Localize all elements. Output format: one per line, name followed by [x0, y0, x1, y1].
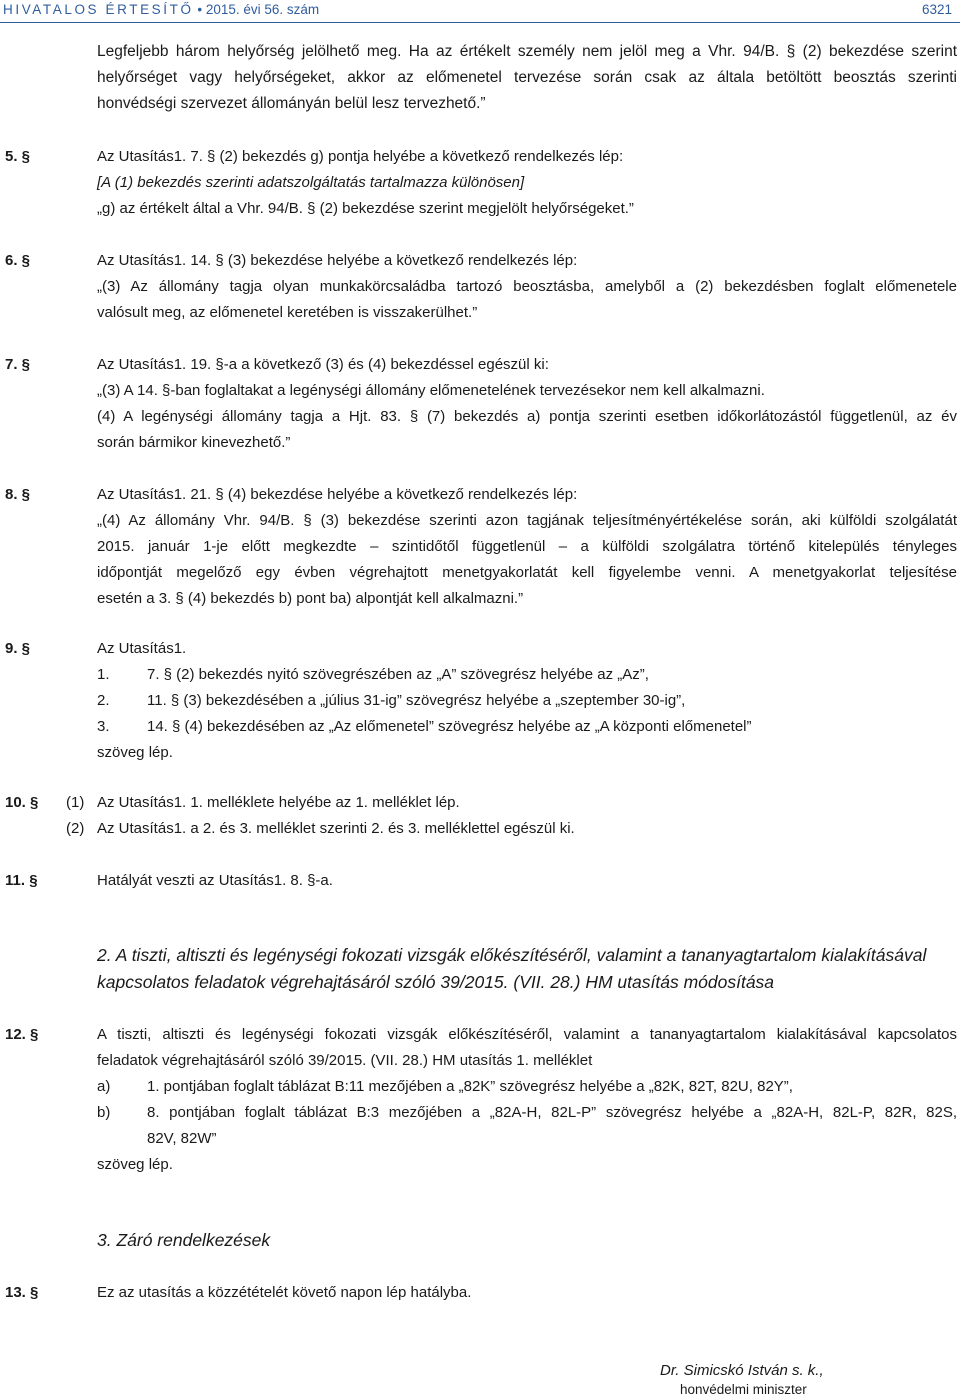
section-8-line-1: Az Utasítás1. 21. § (4) bekezdése helyébe a következő rendelkezés lép:	[97, 486, 578, 503]
page-number: 6321	[921, 2, 952, 17]
section-12-line-2: feladatok végrehajtásáról szóló 39/2015. (VII. 28.) HM utasítás 1. melléklet	[97, 1052, 593, 1069]
intro-line-2: helyőrséget vagy helyőrségeket, akkor az előmenetel tervezése során csak az általa betöltött beosztás szerinti	[97, 69, 957, 86]
section-9-item-text: 11. § (3) bekezdésében a „július 31-ig” szövegrész helyébe a „szeptember 30-ig”,	[147, 692, 686, 709]
section-number-6: 6. §	[5, 252, 31, 269]
section-7-line-1: Az Utasítás1. 19. §-a a következő (3) és (4) bekezdéssel egészül ki:	[97, 356, 549, 373]
section-9-item-number: 2.	[97, 692, 110, 709]
section-number-11: 11. §	[5, 872, 38, 889]
chapter-heading-2-line-2: kapcsolatos feladatok végrehajtásáról szóló 39/2015. (VII. 28.) HM utasítás módosítása	[97, 972, 775, 992]
section-number-13: 13. §	[5, 1284, 39, 1301]
section-7-line-4: során bármikor kinevezhető.”	[97, 434, 291, 451]
section-8-line-4: időpontját megelőző egy évben végrehajtott menetgyakorlatát kell figyelembe venni. A menetgyakorlat teljesítése	[97, 564, 957, 581]
point-label-a: a)	[97, 1078, 111, 1095]
journal-title: HIVATALOS ÉRTESÍTŐ • 2015. évi 56. szám	[3, 2, 320, 17]
section-number-8: 8. §	[5, 486, 31, 503]
section-number-9: 9. §	[5, 640, 31, 657]
chapter-heading-3: 3. Záró rendelkezések	[97, 1230, 271, 1250]
section-number-5: 5. §	[5, 148, 31, 165]
intro-line-1: Legfeljebb három helyőrség jelölhető meg. Ha az értékelt személy nem jelöl meg a Vhr. 94/B. § (2) bekezdése szerint	[97, 43, 957, 60]
chapter-heading-2-line-1: 2. A tiszti, altiszti és legénységi fokozati vizsgák előkészítéséről, valamint a tananyagtartalom kialakításával	[97, 945, 927, 965]
section-9-item-number: 1.	[97, 666, 110, 683]
intro-line-3: honvédségi szervezet állományán belül lesz tervezhető.”	[97, 95, 486, 112]
section-9-item-text: 7. § (2) bekezdés nyitó szövegrészében az „A” szövegrész helyébe az „Az”,	[147, 666, 649, 683]
point-b-text-1: 8. pontjában foglalt táblázat B:3 mezőjében a „82A-H, 82L-P” szövegrész helyébe a „82A-H, 82L-P, 82R, 82S,	[147, 1104, 957, 1121]
section-9-line-1: Az Utasítás1.	[97, 640, 187, 657]
section-13-line-1: Ez az utasítás a közzétételét követő napon lép hatályba.	[97, 1284, 472, 1301]
paragraph-number: (1)	[66, 794, 85, 811]
page-header	[0, 0, 960, 22]
section-9-item-text: 14. § (4) bekezdésében az „Az előmenetel” szövegrész helyébe az „A központi előmenetel”	[147, 718, 752, 735]
point-b-text-2: 82V, 82W”	[147, 1130, 217, 1147]
paragraph-number: (2)	[66, 820, 85, 837]
section-6-line-2: „(3) Az állomány tagja olyan munkakörcsaládba tartozó beosztásba, amelyből a (2) bekezdésben foglalt előmenetele	[97, 278, 957, 295]
section-12-end: szöveg lép.	[97, 1156, 173, 1173]
section-9-end: szöveg lép.	[97, 744, 173, 761]
section-5-line-2: [A (1) bekezdés szerinti adatszolgáltatás tartalmazza különösen]	[97, 174, 525, 191]
section-number-7: 7. §	[5, 356, 31, 373]
signature-name: Dr. Simicskó István s. k.,	[660, 1362, 824, 1379]
section-8-line-3: 2015. január 1-je előtt megkezdte – szintidőtől függetlenül – a külföldi szolgálatra történő kitelepülés tényleges	[97, 538, 957, 555]
section-6-line-1: Az Utasítás1. 14. § (3) bekezdése helyébe a következő rendelkezés lép:	[97, 252, 578, 269]
point-a-text: 1. pontjában foglalt táblázat B:11 mezőjében a „82K” szövegrész helyébe a „82K, 82T, 82U, 82Y”,	[147, 1078, 793, 1095]
section-8-line-2: „(4) Az állomány Vhr. 94/B. § (3) bekezdése szerinti azon tagjának teljesítményértékelése során, aki külföldi szolgálatát	[97, 512, 957, 529]
section-6-line-3: valósult meg, az előmenetel keretében is visszakerülhet.”	[97, 304, 478, 321]
header-rule	[0, 22, 960, 23]
section-7-line-2: „(3) A 14. §-ban foglaltakat a legénységi állomány előmenetelének tervezésekor nem kell alkalmazni.	[97, 382, 765, 399]
section-9-item-number: 3.	[97, 718, 110, 735]
section-number-12: 12. §	[5, 1026, 39, 1043]
section-12-line-1: A tiszti, altiszti és legénységi fokozati vizsgák előkészítéséről, valamint a tananyagtartalom kialakításával kapcsolatos	[97, 1026, 957, 1043]
section-5-line-3: „g) az értékelt által a Vhr. 94/B. § (2) bekezdése szerint megjelölt helyőrségeket.”	[97, 200, 634, 217]
section-10-paragraph-2: Az Utasítás1. a 2. és 3. melléklet szerinti 2. és 3. melléklettel egészül ki.	[97, 820, 575, 837]
section-10-paragraph-1: Az Utasítás1. 1. melléklete helyébe az 1. melléklet lép.	[97, 794, 460, 811]
signature-title: honvédelmi miniszter	[680, 1382, 807, 1397]
section-number-10: 10. §	[5, 794, 39, 811]
section-8-line-5: esetén a 3. § (4) bekezdés b) pont ba) alpontját kell alkalmazni.”	[97, 590, 524, 607]
section-11-line-1: Hatályát veszti az Utasítás1. 8. §-a.	[97, 872, 333, 889]
point-label-b: b)	[97, 1104, 111, 1121]
section-7-line-3: (4) A legénységi állomány tagja a Hjt. 83. § (7) bekezdés a) pontja szerinti esetben időkorlátozástól függetlenül, az év	[97, 408, 957, 425]
section-5-line-1: Az Utasítás1. 7. § (2) bekezdés g) pontja helyébe a következő rendelkezés lép:	[97, 148, 624, 165]
